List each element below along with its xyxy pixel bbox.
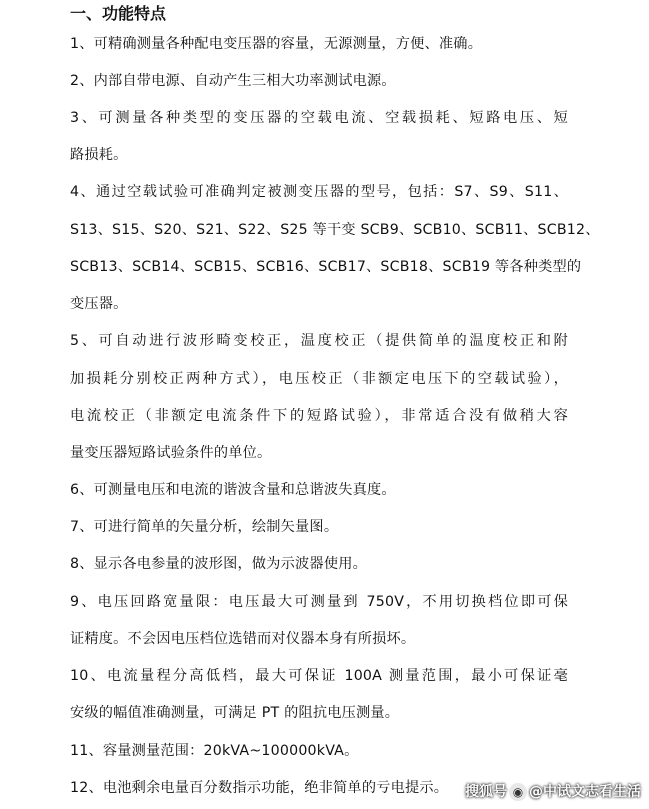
text-line: 电流校正（非额定电流条件下的短路试验），非常适合没有做稍大容 bbox=[70, 408, 568, 424]
text-line: 10、电流量程分高低档，最大可保证 100A 测量范围，最小可保证毫 bbox=[70, 668, 568, 684]
text-line: 9、电压回路宽量限：电压最大可测量到 750V，不用切换档位即可保 bbox=[70, 594, 568, 610]
text-line: 证精度。不会因电压档位选错而对仪器本身有所损坏。 bbox=[70, 631, 416, 647]
text-line: S13、S15、S20、S21、S22、S25 等干变 SCB9、SCB10、SCB11、SCB12、 bbox=[70, 222, 600, 238]
text-line: 8、显示各电参量的波形图，做为示波器使用。 bbox=[70, 556, 367, 572]
text-line: 路损耗。 bbox=[70, 147, 128, 163]
text-line: SCB13、SCB14、SCB15、SCB16、SCB17、SCB18、SCB19 等各种类型的 bbox=[70, 259, 582, 275]
text-line: 安级的幅值准确测量，可满足 PT 的阻抗电压测量。 bbox=[70, 705, 400, 721]
watermark bbox=[465, 780, 641, 804]
text-line: 6、可测量电压和电流的谐波含量和总谐波失真度。 bbox=[70, 482, 396, 498]
watermark-prefix: 搜狐号 bbox=[465, 784, 507, 800]
text-line: 1、可精确测量各种配电变压器的容量，无源测量，方便、准确。 bbox=[70, 36, 483, 52]
text-line: 11、容量测量范围：20kVA~100000kVA。 bbox=[70, 743, 359, 759]
text-line: 变压器。 bbox=[70, 296, 128, 312]
text-line: 12、电池剩余电量百分数指示功能，绝非简单的亏电提示。 bbox=[70, 780, 449, 796]
watermark-name: 中试文志看生活 bbox=[543, 784, 641, 800]
text-line: 加损耗分别校正两种方式），电压校正（非额定电压下的空载试验）， bbox=[70, 371, 568, 387]
sohu-logo-icon: ◉ bbox=[509, 783, 527, 801]
text-line: 2、内部自带电源、自动产生三相大功率测试电源。 bbox=[70, 73, 396, 89]
text-line: 7、可进行简单的矢量分析，绘制矢量图。 bbox=[70, 519, 339, 535]
section-heading: 一、功能特点 bbox=[70, 4, 167, 23]
text-line: 量变压器短路试验条件的单位。 bbox=[70, 445, 272, 461]
text-line: 4、通过空载试验可准确判定被测变压器的型号，包括：S7、S9、S11、 bbox=[70, 184, 568, 200]
watermark-at: @ bbox=[529, 784, 543, 800]
text-line: 5、可自动进行波形畸变校正，温度校正（提供简单的温度校正和附 bbox=[70, 333, 568, 349]
text-line: 3、可测量各种类型的变压器的空载电流、空载损耗、短路电压、短 bbox=[70, 110, 568, 126]
